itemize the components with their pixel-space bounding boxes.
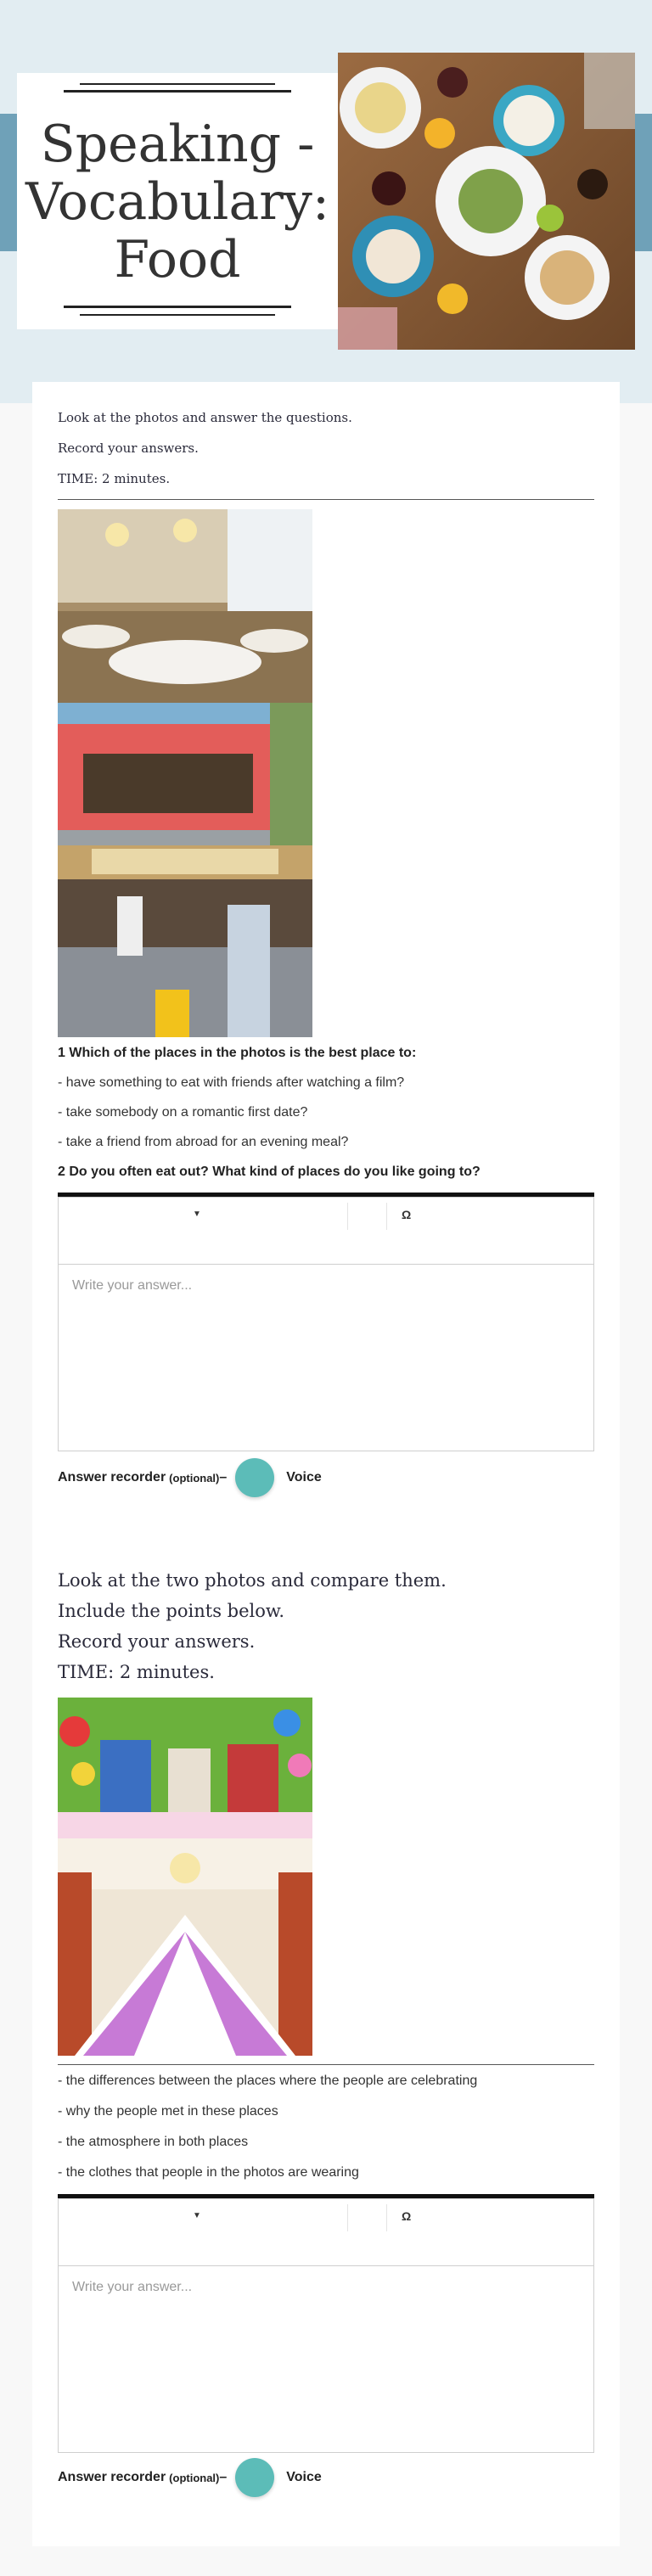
title-line-2: Vocabulary:: [25, 172, 330, 232]
title-card: [17, 73, 338, 329]
voice-label: Voice: [286, 1470, 322, 1484]
title-line-3: Food: [114, 230, 241, 289]
restaurant-interior-photo: [58, 509, 312, 703]
recorder-optional: (optional): [169, 1471, 220, 1484]
kids-party-photo: [58, 1698, 312, 1838]
task1-bullet-3: - take a friend from abroad for an evening meal?: [58, 1135, 349, 1149]
task2-instruction-4: TIME: 2 minutes.: [58, 1662, 215, 1682]
toolbar-divider: [347, 1203, 348, 1230]
task1-answer-recorder: [58, 1458, 322, 1497]
task2-answer-input[interactable]: [59, 2266, 593, 2385]
task2-bullet-1: - the differences between the places where the people are celebrating: [58, 2074, 478, 2088]
toolbar-divider: [347, 2204, 348, 2231]
voice-label: Voice: [286, 2470, 322, 2484]
record-button[interactable]: [235, 1458, 274, 1497]
title-rule-top: [80, 83, 275, 85]
task2-answer-recorder: [58, 2458, 322, 2497]
task1-divider: [58, 499, 594, 500]
question-2: 2 Do you often eat out? What kind of places do you like going to?: [58, 1165, 481, 1179]
editor-toolbar-border: [58, 2194, 594, 2198]
task2-answer-editor: [58, 2198, 594, 2453]
editor-toolbar-border: [58, 1193, 594, 1197]
banquet-hall-photo: [58, 1838, 312, 2056]
page-title: [17, 115, 338, 289]
recorder-dash: –: [219, 1470, 228, 1484]
task2-bullet-3: - the atmosphere in both places: [58, 2135, 249, 2149]
toolbar-divider: [386, 2204, 387, 2231]
task2-instruction-3: Record your answers.: [58, 1631, 256, 1652]
recorder-label: Answer recorder: [58, 1470, 166, 1484]
question-1: 1 Which of the places in the photos is the best place to:: [58, 1046, 417, 1060]
main-card: [32, 382, 620, 2546]
task2-instruction-1: Look at the two photos and compare them.: [58, 1570, 447, 1591]
format-dropdown-icon[interactable]: ▼: [193, 1209, 201, 1219]
breakfast-table-photo: [338, 53, 635, 350]
title-rule-bottom: [64, 306, 291, 308]
task2-instruction-2: Include the points below.: [58, 1601, 285, 1621]
title-rule-top-2: [64, 90, 291, 93]
format-dropdown-icon[interactable]: ▼: [193, 2211, 201, 2220]
fast-food-counter-photo: [58, 845, 312, 1037]
title-rule-bottom-2: [80, 314, 275, 316]
task1-instruction-3: TIME: 2 minutes.: [58, 471, 171, 486]
recorder-dash: –: [219, 2470, 228, 2484]
editor-toolbar: [59, 2199, 593, 2266]
toolbar-divider: [386, 1203, 387, 1230]
task1-answer-editor: [58, 1197, 594, 1451]
task1-instruction-2: Record your answers.: [58, 441, 199, 456]
task2-bullet-2: - why the people met in these places: [58, 2104, 278, 2119]
task1-instruction-1: Look at the photos and answer the questions.: [58, 410, 352, 425]
record-button[interactable]: [235, 2458, 274, 2497]
task2-divider: [58, 2064, 594, 2065]
task1-answer-input[interactable]: [59, 1265, 593, 1383]
task1-bullet-1: - have something to eat with friends after watching a film?: [58, 1075, 405, 1090]
task2-bullet-4: - the clothes that people in the photos are wearing: [58, 2165, 359, 2180]
special-char-button[interactable]: Ω: [402, 2209, 412, 2223]
cafe-exterior-photo: [58, 703, 312, 845]
recorder-label: Answer recorder: [58, 2470, 166, 2484]
editor-toolbar: [59, 1198, 593, 1265]
title-line-1: Speaking -: [40, 115, 315, 174]
recorder-optional: (optional): [169, 2471, 220, 2484]
special-char-button[interactable]: Ω: [402, 1208, 412, 1221]
task1-bullet-2: - take somebody on a romantic first date?: [58, 1105, 308, 1120]
